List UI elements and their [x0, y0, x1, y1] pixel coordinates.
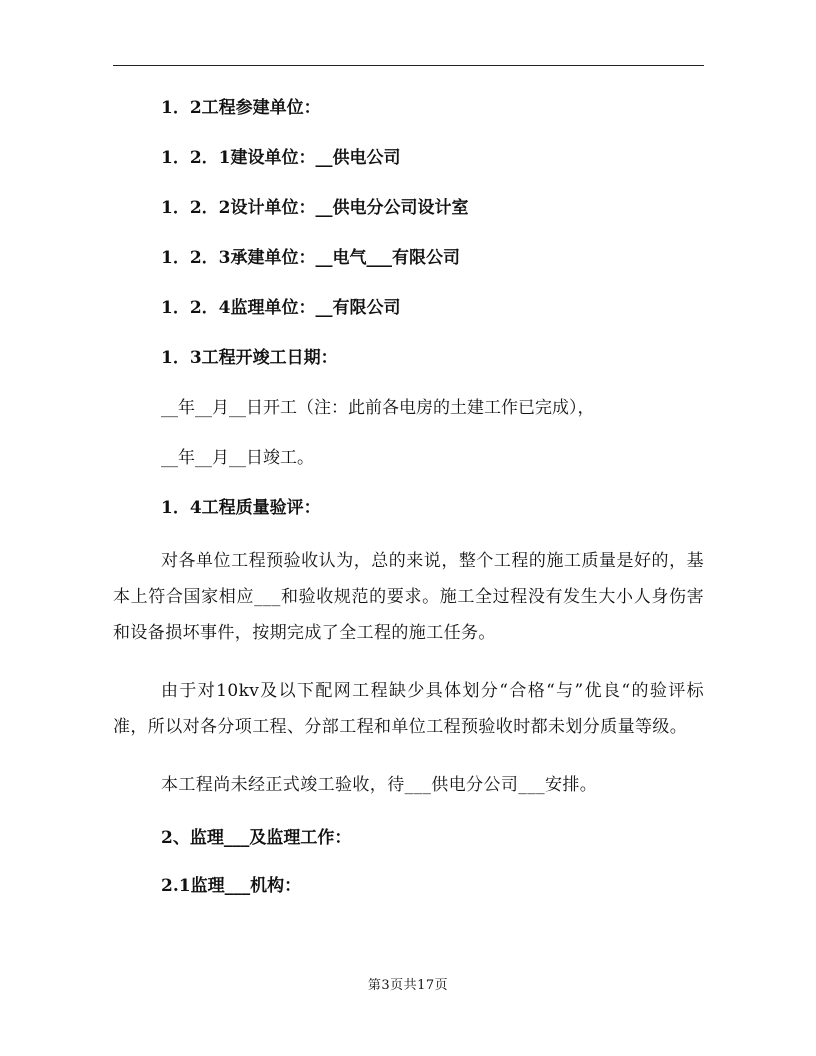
page-number: 第3页共17页: [367, 978, 449, 993]
document-body: [113, 95, 704, 899]
section-heading-2: 2、监理___及监理工作：: [161, 828, 352, 848]
section-heading-1-3: 1．3工程开竣工日期：: [161, 348, 338, 368]
start-date-line: __年__月__日开工（注：此前各电房的土建工作已完成），: [161, 398, 595, 418]
header-rule: [113, 65, 704, 66]
item-supervision-unit: 1．2．4监理单位：__有限公司: [161, 298, 401, 318]
item-design-unit: 1．2．2设计单位：__供电分公司设计室: [161, 198, 469, 218]
acceptance-paragraph: 本工程尚未经正式竣工验收，待___供电分公司___安排。: [161, 775, 598, 795]
item-contractor-unit: 1．2．3承建单位：__电气___有限公司: [161, 248, 460, 268]
section-heading-1-4: 1．4工程质量验评：: [161, 498, 321, 518]
completion-date-line: __年__月__日竣工。: [161, 448, 314, 468]
quality-paragraph: 对各单位工程预验收认为，总的来说，整个工程的施工质量是好的，基本上符合国家相应___和验收规范的要求。施工全过程没有发生大小人身伤害和设备损坏事件，按期完成了全工程的施工任务。: [113, 551, 704, 643]
section-heading-2-1: 2.1监理___机构：: [161, 876, 302, 896]
item-construction-unit: 1．2．1建设单位：__供电公司: [161, 148, 401, 168]
grading-paragraph: 由于对10kv及以下配网工程缺少具体划分“合格“与”优良“的验评标准，所以对各分项工程、分部工程和单位工程预验收时都未划分质量等级。: [113, 681, 704, 737]
section-heading-1-2: 1．2工程参建单位：: [161, 98, 321, 118]
